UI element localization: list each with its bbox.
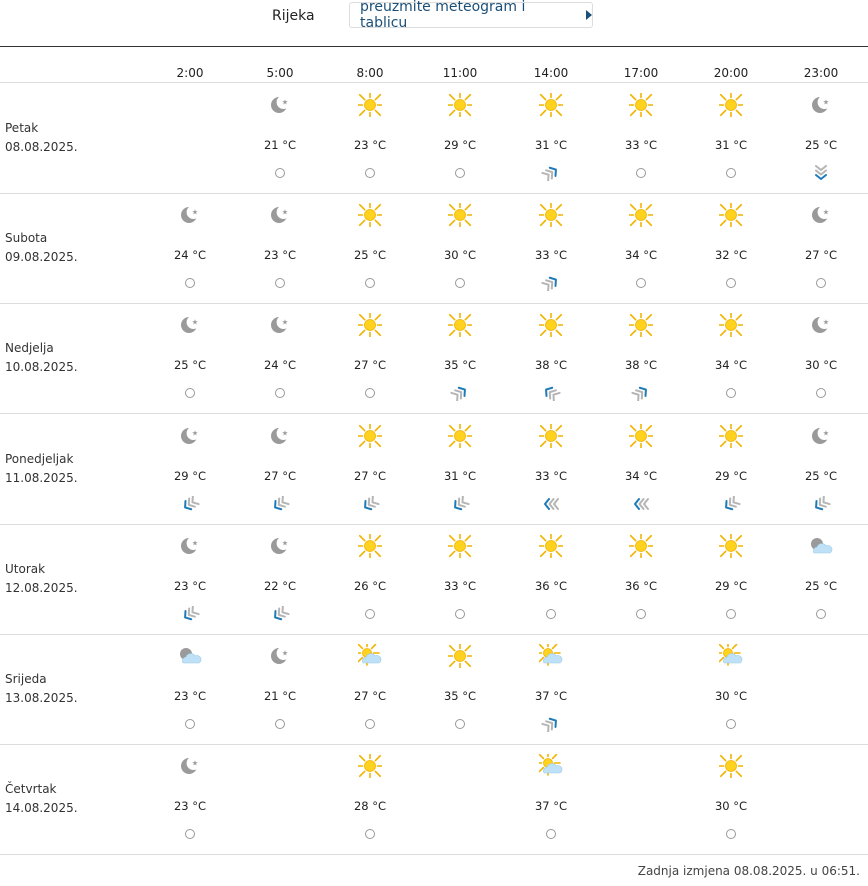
sun-icon bbox=[358, 203, 382, 227]
temperature: 30 °C bbox=[804, 358, 838, 373]
calm-wind-icon bbox=[360, 716, 380, 732]
calm-wind-icon bbox=[360, 385, 380, 401]
time-header-1: 5:00 bbox=[266, 66, 294, 80]
day-row bbox=[0, 193, 868, 304]
calm-wind-icon bbox=[450, 716, 470, 732]
sun-icon bbox=[448, 203, 472, 227]
calm-wind-icon bbox=[180, 385, 200, 401]
sun-icon bbox=[719, 534, 743, 558]
temperature: 30 °C bbox=[714, 799, 748, 814]
calm-wind-icon bbox=[450, 275, 470, 291]
cloud-night-icon bbox=[178, 644, 202, 668]
day-label bbox=[5, 450, 78, 488]
forecast-cell bbox=[781, 524, 861, 634]
day-date: 09.08.2025. bbox=[5, 250, 78, 265]
day-name: Utorak bbox=[5, 561, 46, 576]
forecast-cell bbox=[150, 414, 230, 524]
sun-icon bbox=[629, 203, 653, 227]
day-label bbox=[5, 780, 78, 818]
svg-text:★: ★ bbox=[822, 317, 830, 327]
temperature: 34 °C bbox=[714, 358, 748, 373]
download-label: preuzmite meteogram i tablicu bbox=[360, 0, 526, 31]
temperature: 37 °C bbox=[534, 689, 568, 703]
day-label bbox=[5, 119, 78, 157]
day-row bbox=[0, 303, 868, 414]
wind-ne-icon bbox=[541, 275, 561, 291]
forecast-cell bbox=[691, 83, 771, 193]
moon-icon bbox=[178, 313, 202, 337]
forecast-cell bbox=[691, 744, 771, 854]
forecast-cell bbox=[330, 634, 410, 744]
calm-wind-icon bbox=[631, 165, 651, 181]
wind-ne-icon bbox=[541, 716, 561, 732]
temperature: 29 °C bbox=[714, 468, 748, 483]
sun-icon bbox=[448, 644, 472, 668]
moon-icon bbox=[809, 93, 833, 117]
svg-text:★: ★ bbox=[281, 317, 289, 327]
temperature: 24 °C bbox=[263, 358, 297, 373]
calm-wind-icon bbox=[360, 275, 380, 291]
temperature: 27 °C bbox=[353, 689, 387, 703]
calm-wind-icon bbox=[270, 716, 290, 732]
temperature: 35 °C bbox=[443, 358, 477, 373]
forecast-cell bbox=[330, 744, 410, 854]
calm-wind-icon bbox=[811, 275, 831, 291]
forecast-cell bbox=[420, 83, 500, 193]
forecast-cell bbox=[511, 744, 591, 854]
forecast-cell bbox=[511, 414, 591, 524]
calm-wind-icon bbox=[721, 606, 741, 622]
moon-icon bbox=[268, 203, 292, 227]
sun-icon bbox=[719, 93, 743, 117]
temperature: 30 °C bbox=[443, 248, 477, 263]
forecast-cell bbox=[781, 83, 861, 193]
day-name: Četvrtak bbox=[5, 782, 57, 797]
temperature: 27 °C bbox=[353, 358, 387, 373]
moon-icon bbox=[178, 754, 202, 778]
calm-wind-icon bbox=[360, 165, 380, 181]
forecast-cell bbox=[420, 303, 500, 413]
temperature: 34 °C bbox=[624, 468, 658, 483]
calm-wind-icon bbox=[721, 165, 741, 181]
moon-icon bbox=[268, 313, 292, 337]
sun-icon bbox=[629, 534, 653, 558]
temperature: 29 °C bbox=[714, 578, 748, 593]
day-name: Subota bbox=[5, 231, 48, 246]
calm-wind-icon bbox=[811, 606, 831, 622]
day-row bbox=[0, 744, 868, 855]
forecast-cell bbox=[601, 83, 681, 193]
day-label bbox=[5, 339, 78, 377]
moon-icon bbox=[809, 424, 833, 448]
forecast-cell bbox=[330, 303, 410, 413]
wind-sw-icon bbox=[180, 606, 200, 622]
wind-sw-icon bbox=[811, 496, 831, 512]
day-row bbox=[0, 83, 868, 194]
sun-icon bbox=[539, 93, 563, 117]
calm-wind-icon bbox=[450, 606, 470, 622]
temperature: 38 °C bbox=[624, 358, 658, 373]
temperature: 27 °C bbox=[263, 468, 297, 483]
day-row bbox=[0, 634, 868, 745]
forecast-cell bbox=[240, 193, 320, 303]
time-header-4: 14:00 bbox=[533, 66, 569, 80]
forecast-cell bbox=[150, 634, 230, 744]
wind-ne-icon bbox=[450, 385, 470, 401]
calm-wind-icon bbox=[180, 716, 200, 732]
moon-icon bbox=[268, 534, 292, 558]
forecast-cell bbox=[691, 414, 771, 524]
forecast-cell bbox=[330, 83, 410, 193]
calm-wind-icon bbox=[541, 826, 561, 842]
day-date: 08.08.2025. bbox=[5, 140, 78, 154]
temperature: 29 °C bbox=[443, 138, 477, 152]
svg-text:★: ★ bbox=[281, 207, 289, 217]
wind-sw-icon bbox=[360, 496, 380, 512]
temperature: 24 °C bbox=[173, 248, 207, 263]
temperature: 25 °C bbox=[353, 248, 387, 263]
sun-icon bbox=[629, 424, 653, 448]
svg-text:★: ★ bbox=[281, 538, 289, 548]
temperature: 22 °C bbox=[263, 578, 297, 593]
moon-icon bbox=[178, 203, 202, 227]
cloud-sun-icon bbox=[539, 754, 563, 778]
last-updated: Zadnja izmjena 08.08.2025. u 06:51. bbox=[637, 864, 860, 878]
sun-icon bbox=[358, 754, 382, 778]
calm-wind-icon bbox=[270, 385, 290, 401]
cloud-sun-icon bbox=[539, 644, 563, 668]
svg-text:★: ★ bbox=[281, 428, 289, 438]
sun-icon bbox=[719, 203, 743, 227]
moon-icon bbox=[178, 424, 202, 448]
forecast-cell bbox=[420, 524, 500, 634]
calm-wind-icon bbox=[721, 275, 741, 291]
forecast-cell bbox=[420, 414, 500, 524]
day-name: Ponedjeljak bbox=[5, 451, 74, 466]
forecast-cell bbox=[240, 83, 320, 193]
wind-s-icon bbox=[811, 165, 831, 181]
forecast-cell bbox=[601, 414, 681, 524]
temperature: 36 °C bbox=[534, 578, 568, 593]
calm-wind-icon bbox=[450, 165, 470, 181]
moon-icon bbox=[809, 313, 833, 337]
wind-w-icon bbox=[631, 496, 651, 512]
temperature: 25 °C bbox=[804, 468, 838, 483]
forecast-cell bbox=[240, 634, 320, 744]
day-name: Srijeda bbox=[5, 672, 47, 686]
calm-wind-icon bbox=[721, 716, 741, 732]
time-header-0: 2:00 bbox=[176, 66, 204, 80]
temperature: 31 °C bbox=[443, 468, 477, 483]
svg-text:★: ★ bbox=[191, 207, 199, 217]
temperature: 36 °C bbox=[624, 578, 658, 593]
calm-wind-icon bbox=[270, 275, 290, 291]
time-header-6: 20:00 bbox=[713, 66, 749, 80]
sun-icon bbox=[358, 424, 382, 448]
cloud-sun-icon bbox=[719, 644, 743, 668]
moon-icon bbox=[178, 534, 202, 558]
forecast-cell bbox=[691, 634, 771, 744]
forecast-cell bbox=[511, 83, 591, 193]
temperature: 23 °C bbox=[173, 689, 207, 703]
time-header-row bbox=[0, 46, 868, 83]
sun-icon bbox=[539, 203, 563, 227]
day-date: 13.08.2025. bbox=[5, 691, 78, 705]
sun-icon bbox=[629, 313, 653, 337]
temperature: 23 °C bbox=[173, 578, 207, 593]
sun-icon bbox=[448, 534, 472, 558]
sun-icon bbox=[358, 93, 382, 117]
cloud-sun-icon bbox=[358, 644, 382, 668]
download-meteogram-button[interactable] bbox=[349, 0, 593, 31]
forecast-cell bbox=[240, 303, 320, 413]
forecast-cell bbox=[240, 524, 320, 634]
forecast-cell bbox=[601, 524, 681, 634]
svg-text:★: ★ bbox=[191, 428, 199, 438]
sun-icon bbox=[448, 93, 472, 117]
time-header-7: 23:00 bbox=[803, 66, 839, 80]
temperature: 31 °C bbox=[534, 138, 568, 152]
day-name: Nedjelja bbox=[5, 341, 54, 356]
sun-icon bbox=[539, 534, 563, 558]
forecast-cell bbox=[150, 524, 230, 634]
svg-text:★: ★ bbox=[191, 758, 199, 768]
svg-text:★: ★ bbox=[822, 97, 830, 107]
temperature: 23 °C bbox=[353, 138, 387, 152]
temperature: 26 °C bbox=[353, 578, 387, 593]
svg-text:★: ★ bbox=[822, 207, 830, 217]
time-header-5: 17:00 bbox=[623, 66, 659, 80]
wind-w-icon bbox=[541, 496, 561, 512]
temperature: 33 °C bbox=[443, 578, 477, 593]
sun-icon bbox=[448, 424, 472, 448]
wind-sw-icon bbox=[270, 606, 290, 622]
temperature: 33 °C bbox=[534, 248, 568, 263]
moon-icon bbox=[268, 644, 292, 668]
temperature: 21 °C bbox=[263, 689, 297, 703]
forecast-cell bbox=[150, 303, 230, 413]
forecast-cell bbox=[150, 744, 230, 854]
temperature: 21 °C bbox=[263, 138, 297, 152]
day-name: Petak bbox=[5, 121, 39, 135]
forecast-cell bbox=[511, 303, 591, 413]
calm-wind-icon bbox=[180, 275, 200, 291]
calm-wind-icon bbox=[631, 275, 651, 291]
sun-icon bbox=[719, 313, 743, 337]
temperature: 32 °C bbox=[714, 248, 748, 263]
city-name: Rijeka bbox=[272, 8, 315, 24]
day-date: 12.08.2025. bbox=[5, 580, 78, 595]
temperature: 35 °C bbox=[443, 689, 477, 703]
sun-icon bbox=[719, 424, 743, 448]
moon-icon bbox=[809, 203, 833, 227]
wind-ne-icon bbox=[541, 165, 561, 181]
temperature: 38 °C bbox=[534, 358, 568, 373]
forecast-cell bbox=[781, 193, 861, 303]
sun-icon bbox=[448, 313, 472, 337]
calm-wind-icon bbox=[721, 826, 741, 842]
forecast-cell bbox=[601, 193, 681, 303]
forecast-cell bbox=[601, 303, 681, 413]
temperature: 23 °C bbox=[263, 248, 297, 263]
wind-sw-icon bbox=[270, 496, 290, 512]
forecast-cell bbox=[691, 524, 771, 634]
forecast-cell bbox=[330, 524, 410, 634]
moon-icon bbox=[268, 93, 292, 117]
calm-wind-icon bbox=[180, 826, 200, 842]
day-date: 14.08.2025. bbox=[5, 801, 78, 816]
temperature: 37 °C bbox=[534, 799, 568, 814]
calm-wind-icon bbox=[631, 606, 651, 622]
caret-right-icon bbox=[586, 10, 592, 20]
temperature: 25 °C bbox=[804, 578, 838, 593]
calm-wind-icon bbox=[811, 385, 831, 401]
temperature: 27 °C bbox=[353, 468, 387, 483]
forecast-cell bbox=[691, 193, 771, 303]
time-header-3: 11:00 bbox=[442, 66, 478, 80]
forecast-cell bbox=[240, 414, 320, 524]
calm-wind-icon bbox=[270, 165, 290, 181]
wind-sw-icon bbox=[721, 496, 741, 512]
sun-icon bbox=[539, 424, 563, 448]
forecast-cell bbox=[691, 303, 771, 413]
day-label bbox=[5, 229, 78, 267]
temperature: 27 °C bbox=[804, 248, 838, 263]
temperature: 28 °C bbox=[353, 799, 387, 814]
wind-sw-icon bbox=[450, 496, 470, 512]
forecast-cell bbox=[150, 193, 230, 303]
temperature: 31 °C bbox=[714, 138, 748, 152]
temperature: 33 °C bbox=[624, 138, 658, 152]
day-date: 11.08.2025. bbox=[5, 470, 78, 485]
forecast-cell bbox=[330, 193, 410, 303]
forecast-cell bbox=[420, 193, 500, 303]
svg-text:★: ★ bbox=[822, 428, 830, 438]
day-row bbox=[0, 524, 868, 635]
temperature: 25 °C bbox=[804, 138, 838, 152]
wind-nw-icon bbox=[541, 385, 561, 401]
time-header-2: 8:00 bbox=[356, 66, 384, 80]
forecast-cell bbox=[511, 524, 591, 634]
temperature: 25 °C bbox=[173, 358, 207, 373]
sun-icon bbox=[358, 313, 382, 337]
moon-icon bbox=[268, 424, 292, 448]
wind-sw-icon bbox=[180, 496, 200, 512]
calm-wind-icon bbox=[721, 385, 741, 401]
wind-ne-icon bbox=[631, 385, 651, 401]
forecast-cell bbox=[781, 414, 861, 524]
forecast-cell bbox=[511, 634, 591, 744]
temperature: 30 °C bbox=[714, 689, 748, 703]
cloud-night-icon bbox=[809, 534, 833, 558]
sun-icon bbox=[629, 93, 653, 117]
calm-wind-icon bbox=[360, 826, 380, 842]
forecast-cell bbox=[781, 303, 861, 413]
day-label bbox=[5, 670, 78, 708]
calm-wind-icon bbox=[541, 606, 561, 622]
temperature: 23 °C bbox=[173, 799, 207, 814]
top-bar bbox=[0, 0, 868, 47]
sun-icon bbox=[539, 313, 563, 337]
day-date: 10.08.2025. bbox=[5, 360, 78, 375]
temperature: 33 °C bbox=[534, 468, 568, 483]
forecast-cell bbox=[420, 634, 500, 744]
svg-text:★: ★ bbox=[281, 97, 289, 107]
sun-icon bbox=[358, 534, 382, 558]
sun-icon bbox=[719, 754, 743, 778]
day-label bbox=[5, 560, 78, 598]
day-row bbox=[0, 414, 868, 525]
svg-text:★: ★ bbox=[191, 317, 199, 327]
svg-text:★: ★ bbox=[191, 538, 199, 548]
forecast-cell bbox=[330, 414, 410, 524]
temperature: 29 °C bbox=[173, 468, 207, 483]
temperature: 34 °C bbox=[624, 248, 658, 263]
svg-text:★: ★ bbox=[281, 648, 289, 658]
calm-wind-icon bbox=[360, 606, 380, 622]
forecast-cell bbox=[511, 193, 591, 303]
